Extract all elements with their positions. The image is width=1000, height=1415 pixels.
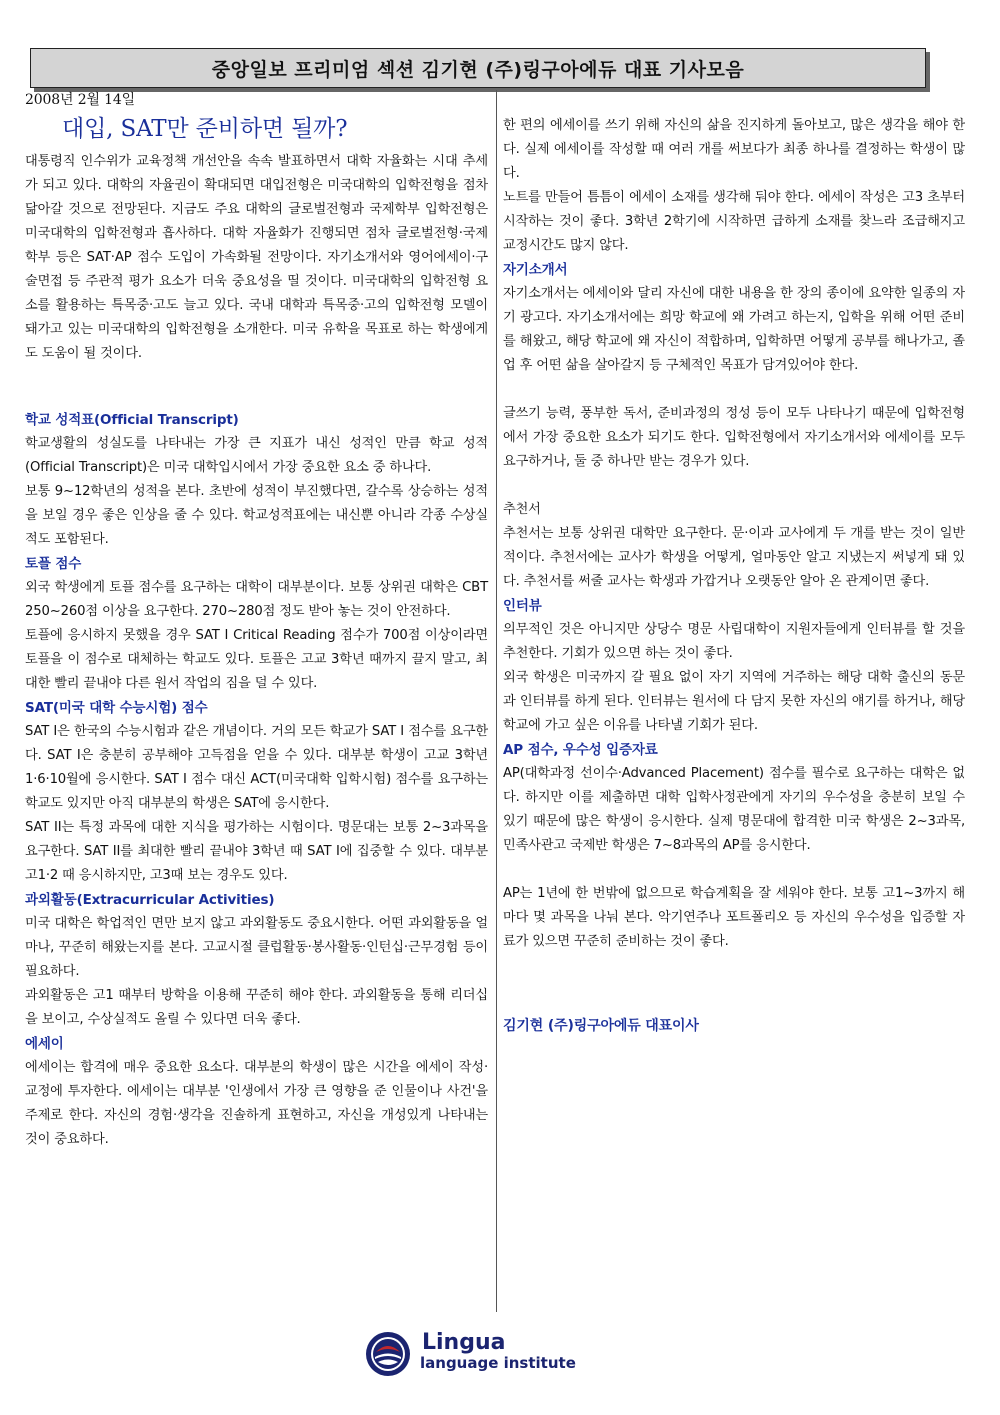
interview-paragraph-2: 외국 학생은 미국까지 갈 필요 없이 자기 지역에 거주하는 해당 대학 출신의 동문과 인터뷰를 하게 된다. 인터뷰는 원서에 다 담지 못한 자신의 얘기를 하거나, 해당 학교에 가고 싶은 이유를 나타낼 기회가 된다. — [503, 670, 965, 733]
extracurricular-paragraph-2: 과외활동은 고1 때부터 방학을 이용해 꾸준히 해야 한다. 과외활동을 통해 리더십을 보이고, 수상실적도 올릴 수 있다면 더욱 좋다. — [25, 988, 488, 1027]
section-title-sat: SAT(미국 대학 수능시험) 점수 — [25, 700, 208, 716]
section-title-self-intro: 자기소개서 — [503, 262, 568, 278]
section-title-ap: AP 점수, 우수성 입증자료 — [503, 742, 658, 758]
extracurricular-paragraph-1: 미국 대학은 학업적인 면만 보지 않고 과외활동도 중요시한다. 어떤 과외활동을 얼마나, 꾸준히 해왔는지를 본다. 고교시절 클럽활동·봉사활동·인턴십·근무경험 등이 필요하다. — [25, 916, 488, 979]
author-signature: 김기현 (주)링구아에듀 대표이사 — [503, 1018, 699, 1034]
section-title-extracurricular: 과외활동(Extracurricular Activities) — [25, 892, 275, 908]
essay-paragraph-2: 한 편의 에세이를 쓰기 위해 자신의 삶을 진지하게 돌아보고, 많은 생각을 해야 한다. 실제 에세이를 작성할 때 여러 개를 써보다가 최종 하나를 결정하는 학생이 많다. — [503, 118, 965, 181]
transcript-paragraph-2: 보통 9~12학년의 성적을 본다. 초반에 성적이 부진했다면, 갈수록 상승하는 성적을 보일 경우 좋은 인상을 줄 수 있다. 학교성적표에는 내신뿐 아니라 각종 수상실적도 포함된다. — [25, 484, 488, 547]
section-title-recommendation: 추천서 — [503, 502, 541, 517]
globe-emblem-icon — [362, 1330, 414, 1378]
right-column — [503, 90, 965, 1038]
toefl-paragraph-2: 토플에 응시하지 못했을 경우 SAT I Critical Reading 점수가 700점 이상이라면 토플을 이 점수로 대체하는 학교도 있다. 토플은 고교 3학년 때까지 끌지 말고, 최대한 빨리 끝내야 다른 원서 작업의 짐을 덜 수 있다. — [25, 628, 488, 691]
recommendation-paragraph: 추천서는 보통 상위권 대학만 요구한다. 문·이과 교사에게 두 개를 받는 것이 일반적이다. 추천서에는 교사가 학생을 어떻게, 얼마동안 알고 지냈는지 써넣게 돼 있다. 추천서를 써줄 교사는 학생과 가깝거나 오랫동안 알아 온 관계이면 좋다. — [503, 526, 965, 589]
section-title-transcript: 학교 성적표(Official Transcript) — [25, 412, 239, 428]
self-intro-paragraph-1: 자기소개서는 에세이와 달리 자신에 대한 내용을 한 장의 종이에 요약한 일종의 자기 광고다. 자기소개서에는 희망 학교에 왜 가려고 하는지, 입학을 위해 어떤 준비를 해왔고, 해당 학교에 왜 자신이 적합하며, 입학하면 어떻게 공부를 해나가고, 졸업 후 어떤 삶을 살아갈지 등 구체적인 목표가 담겨있어야 한다. — [503, 286, 965, 373]
toefl-paragraph-1: 외국 학생에게 토플 점수를 요구하는 대학이 대부분이다. 보통 상위권 대학은 CBT 250~260점 이상을 요구한다. 270~280점 정도 받아 놓는 것이 안전하다. — [25, 580, 488, 619]
article-headline: 대입, SAT만 준비하면 될까? — [62, 116, 348, 142]
ap-paragraph-1: AP(대학과정 선이수·Advanced Placement) 점수를 필수로 요구하는 대학은 없다. 하지만 이를 제출하면 대학 입학사정관에게 자기의 우수성을 충분히 보일 수 있기 때문에 많은 학생이 응시한다. 실제 명문대에 합격한 미국 학생은 2~3과목, 민족사관고 국제반 학생은 7~8과목의 AP를 응시한다. — [503, 766, 965, 853]
interview-paragraph-1: 의무적인 것은 아니지만 상당수 명문 사립대학이 지원자들에게 인터뷰를 할 것을 추천한다. 기회가 있으면 하는 것이 좋다. — [503, 622, 965, 661]
section-title-interview: 인터뷰 — [503, 598, 542, 614]
page-banner: 중앙일보 프리미엄 섹션 김기현 (주)링구아에듀 대표 기사모음 — [30, 48, 926, 88]
sat-paragraph-2: SAT II는 특정 과목에 대한 지식을 평가하는 시험이다. 명문대는 보통 2~3과목을 요구한다. SAT II를 최대한 빨리 끝내야 3학년 때 SAT I에 집중할 수 있다. 대부분 고1·2 때 응시하지만, 고3때 보는 경우도 있다. — [25, 820, 488, 883]
essay-paragraph-1: 에세이는 합격에 매우 중요한 요소다. 대부분의 학생이 많은 시간을 에세이 작성·교정에 투자한다. 에세이는 대부분 '인생에서 가장 큰 영향을 준 인물이나 사건'을 주제로 한다. 자신의 경험·생각을 진솔하게 표현하고, 자신을 개성있게 나타내는 것이 중요하다. — [25, 1060, 488, 1147]
section-title-essay: 에세이 — [25, 1036, 64, 1052]
left-column — [25, 90, 488, 1152]
logo-subtitle: language institute — [420, 1354, 576, 1372]
sat-paragraph-1: SAT I은 한국의 수능시험과 같은 개념이다. 거의 모든 학교가 SAT I 점수를 요구한다. SAT I은 충분히 공부해야 고득점을 얻을 수 있다. 대부분 학생이 고교 3학년 1·6·10월에 응시한다. SAT I 점수 대신 ACT(미국대학 입학시험) 점수를 요구하는 학교도 있지만 아직 대부분의 학생은 SAT에 응시한다. — [25, 724, 488, 811]
intro-paragraph: 대통령직 인수위가 교육정책 개선안을 속속 발표하면서 대학 자율화는 시대 추세가 되고 있다. 대학의 자율권이 확대되면 대입전형은 미국대학의 입학전형을 점차 닮아갈 것으로 전망된다. 지금도 주요 대학의 글로벌전형과 국제학부 입학전형은 미국대학의 입학전형과 흡사하다. 대학 자율화가 진행되면 점차 글로벌전형·국제학부 등은 SAT·AP 점수 도입이 가속화될 전망이다. 자기소개서와 영어에세이·구술면접 등 주관적 평가 요소가 더욱 중요성을 띨 것이다. 미국대학의 입학전형 요소를 활용하는 특목중·고도 늘고 있다. 국내 대학과 특목중·고의 입학전형 모델이 돼가고 있는 미국대학의 입학전형을 소개한다. 미국 유학을 목표로 하는 학생에게도 도움이 될 것이다. — [25, 154, 488, 361]
article-date: 2008년 2월 14일 — [25, 92, 136, 108]
essay-paragraph-3: 노트를 만들어 틈틈이 에세이 소재를 생각해 둬야 한다. 에세이 작성은 고3 초부터 시작하는 것이 좋다. 3학년 2학기에 시작하면 급하게 소재를 찾느라 조급해지고 교정시간도 많지 않다. — [503, 190, 965, 253]
transcript-paragraph-1: 학교생활의 성실도를 나타내는 가장 큰 지표가 내신 성적인 만큼 학교 성적(Official Transcript)은 미국 대학입시에서 가장 중요한 요소 중 하나다. — [25, 436, 488, 475]
ap-paragraph-2: AP는 1년에 한 번밖에 없으므로 학습계획을 잘 세워야 한다. 보통 고1~3까지 해마다 몇 과목을 나눠 본다. 악기연주나 포트폴리오 등 자신의 우수성을 입증할 자료가 있으면 꾸준히 준비하는 것이 좋다. — [503, 886, 965, 949]
self-intro-paragraph-2: 글쓰기 능력, 풍부한 독서, 준비과정의 정성 등이 모두 나타나기 때문에 입학전형에서 가장 중요한 요소가 되기도 한다. 입학전형에서 자기소개서와 에세이를 모두 요구하거나, 둘 중 하나만 받는 경우가 있다. — [503, 406, 965, 469]
section-title-toefl: 토플 점수 — [25, 556, 82, 572]
lingua-logo — [362, 1330, 602, 1378]
column-divider — [496, 90, 497, 1312]
logo-wordmark: Lingua — [422, 1330, 506, 1355]
